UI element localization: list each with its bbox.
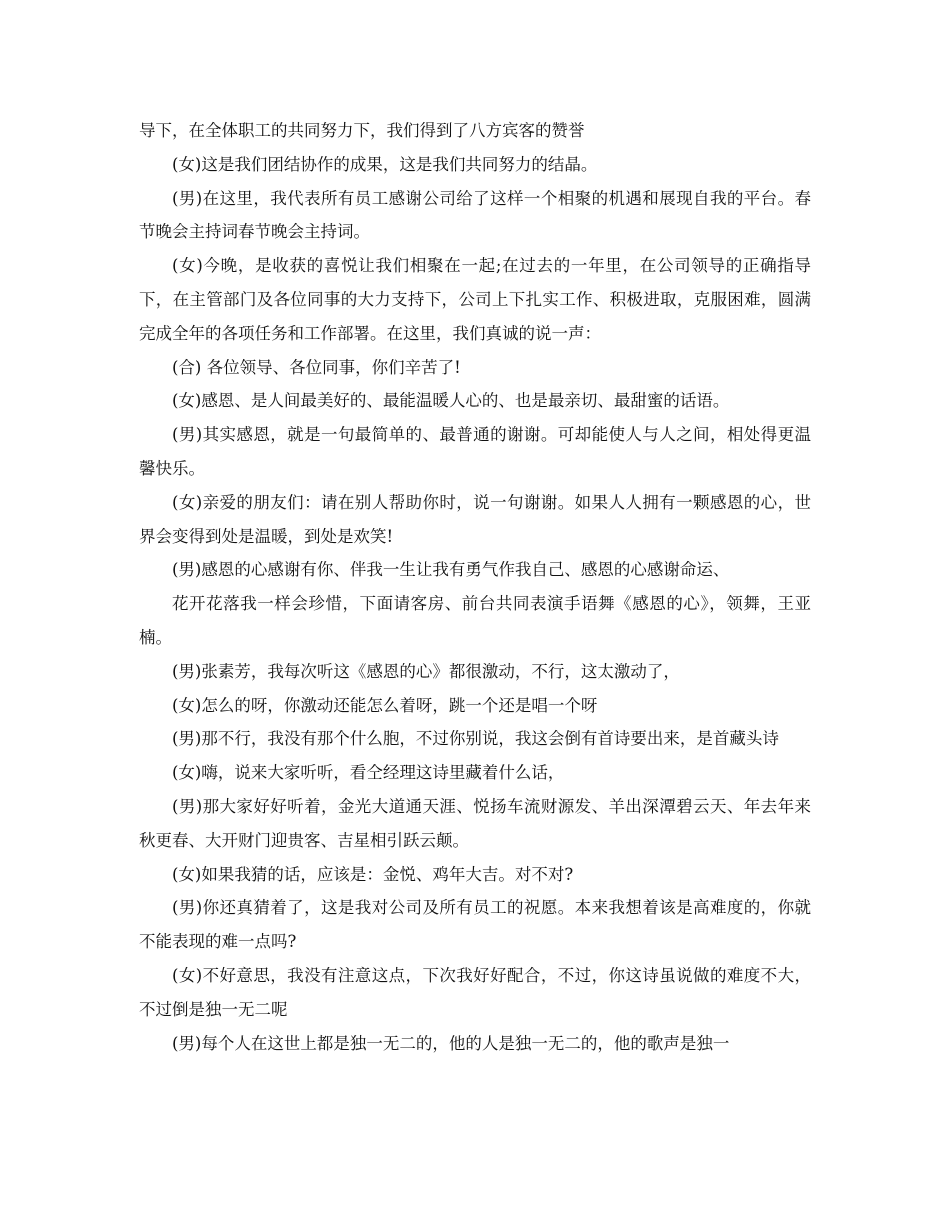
paragraph: 花开花落我一样会珍惜，下面请客房、前台共同表演手语舞《感恩的心》，领舞，王亚楠。 — [139, 594, 811, 647]
document-body — [139, 114, 811, 1060]
paragraph: (男)那大家好好听着，金光大道通天涯、悦扬车流财源发、羊出深潭碧云天、年去年来秋更春、大开财门迎贵客、吉星相引跃云颠。 — [139, 796, 811, 850]
paragraph: (女)今晚，是收获的喜悦让我们相聚在一起;在过去的一年里，在公司领导的正确指导下，在主管部门及各位同事的大力支持下，公司上下扎实工作、积极进取，克服困难，圆满完成全年的各项任务和工作部署。在这里，我们真诚的说一声： — [139, 256, 811, 343]
paragraph: (女)亲爱的朋友们：请在别人帮助你时，说一句谢谢。如果人人拥有一颗感恩的心，世界会变得到处是温暖，到处是欢笑! — [139, 492, 811, 546]
paragraph: (男)你还真猜着了，这是我对公司及所有员工的祝愿。本来我想着该是高难度的，你就不能表现的难一点吗? — [139, 898, 811, 952]
paragraph: (男)那不行，我没有那个什么胞，不过你别说，我这会倒有首诗要出来，是首藏头诗 — [172, 729, 779, 749]
paragraph: 导下，在全体职工的共同努力下，我们得到了八方宾客的赞誉 — [139, 121, 585, 140]
paragraph: (男)感恩的心感谢有你、伴我一生让我有勇气作我自己、感恩的心感谢命运、 — [172, 560, 730, 580]
paragraph: (女)感恩、是人间最美好的、最能温暖人心的、也是最亲切、最甜蜜的话语。 — [172, 391, 730, 411]
paragraph: (女)如果我猜的话，应该是：金悦、鸡年大吉。对不对? — [172, 864, 574, 884]
paragraph: (男)每个人在这世上都是独一无二的，他的人是独一无二的，他的歌声是独一 — [172, 1033, 730, 1053]
paragraph: (女)这是我们团结协作的成果，这是我们共同努力的结晶。 — [172, 154, 598, 174]
paragraph: (男)在这里，我代表所有员工感谢公司给了这样一个相聚的机遇和展现自我的平台。春节晚会主持词春节晚会主持词。 — [139, 188, 811, 242]
paragraph: (合) 各位领导、各位同事，你们辛苦了! — [172, 357, 461, 377]
paragraph: (女)怎么的呀，你激动还能怎么着呀，跳一个还是唱一个呀 — [172, 695, 598, 715]
paragraph: (女)不好意思，我没有注意这点，下次我好好配合，不过，你这诗虽说做的难度不大，不过倒是独一无二呢 — [139, 965, 811, 1019]
paragraph: (男)张素芳，我每次听这《感恩的心》都很激动，不行，这太激动了， — [172, 661, 680, 681]
paragraph: (女)嗨，说来大家听听，看仝经理这诗里藏着什么话， — [172, 763, 565, 783]
paragraph: (男)其实感恩，就是一句最简单的、最普通的谢谢。可却能使人与人之间，相处得更温馨快乐。 — [139, 425, 811, 478]
